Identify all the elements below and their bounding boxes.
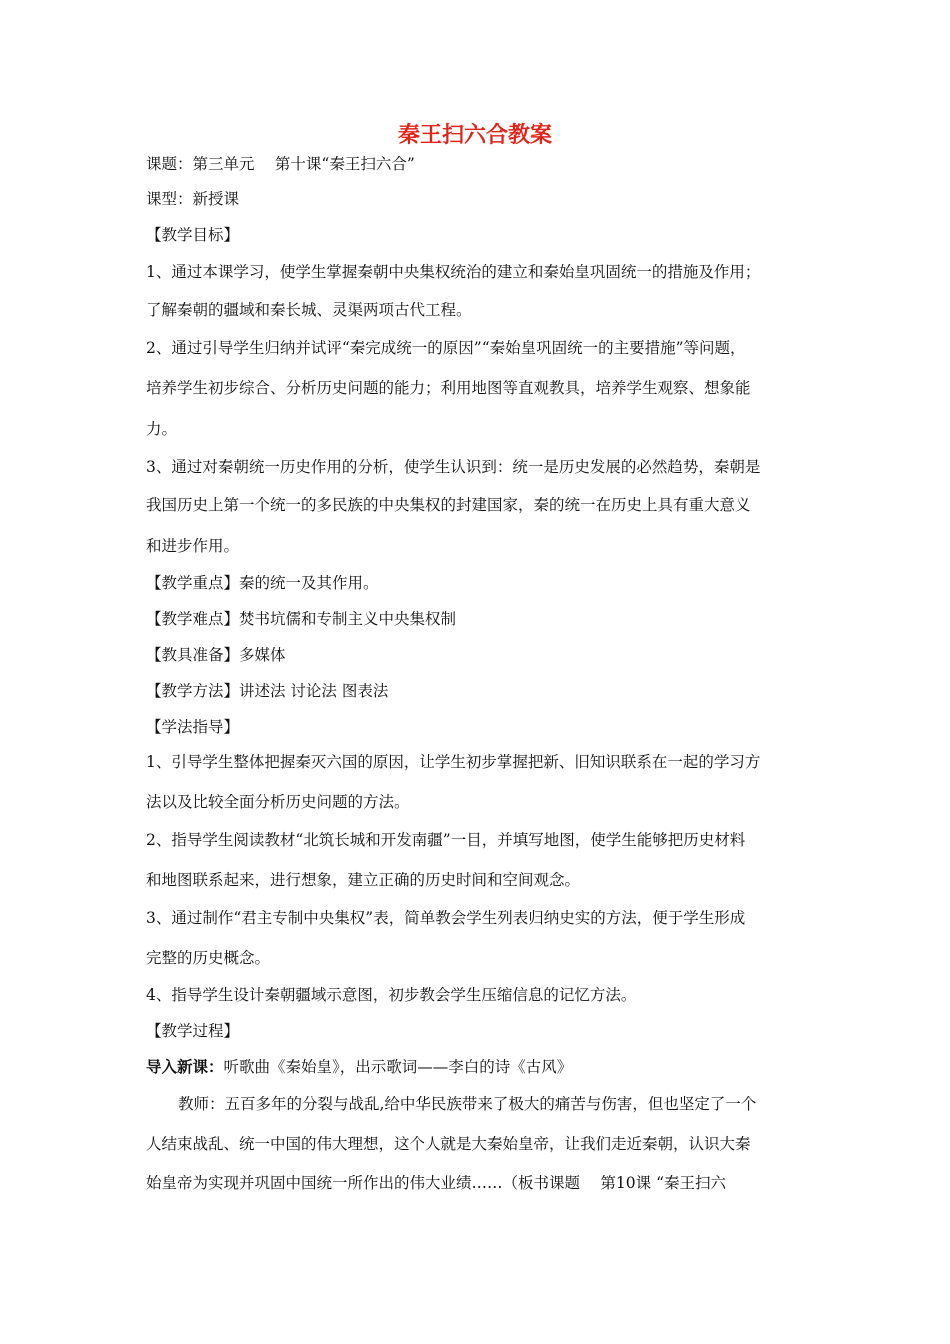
key-point: 【教学重点】秦的统一及其作用。 [146, 574, 379, 592]
teacher-paragraph-line-2: 人结束战乱、统一中国的伟大理想，这个人就是大秦始皇帝，让我们走近秦朝，认识大秦 [146, 1135, 751, 1153]
guidance-2-line-2: 和地图联系起来，进行想象，建立正确的历史时间和空间观念。 [146, 871, 581, 889]
objective-2-line-3: 力。 [146, 420, 178, 438]
section-heading-study-guidance: 【学法指导】 [146, 718, 240, 736]
objective-1-line-2: 了解秦朝的疆域和秦长城、灵渠两项古代工程。 [146, 301, 472, 319]
intro-text: 听歌曲《秦始皇》，出示歌词——李白的诗《古风》 [223, 1058, 573, 1076]
teaching-methods: 【教学方法】讲述法 讨论法 图表法 [146, 682, 389, 700]
guidance-1-line-2: 法以及比较全面分析历史问题的方法。 [146, 793, 410, 811]
guidance-1-line-1: 1、引导学生整体把握秦灭六国的原因，让学生初步掌握把新、旧知识联系在一起的学习方 [146, 753, 761, 771]
objective-3-line-1: 3、通过对秦朝统一历史作用的分析，使学生认识到：统一是历史发展的必然趋势，秦朝是 [146, 458, 761, 476]
objective-1-line-1: 1、通过本课学习，使学生掌握秦朝中央集权统治的建立和秦始皇巩固统一的措施及作用； [146, 263, 761, 281]
objective-2-line-1: 2、通过引导学生归纳并试评“秦完成统一的原因”“秦始皇巩固统一的主要措施”等问题， [146, 339, 746, 357]
lesson-type: 课型：新授课 [146, 190, 240, 208]
document-title: 秦王扫六合教案 [397, 123, 552, 148]
lesson-topic: 课题：第三单元 第十课“秦王扫六合” [146, 155, 415, 173]
guidance-2-line-1: 2、指导学生阅读教材“北筑长城和开发南疆”一目，并填写地图，使学生能够把历史材料 [146, 831, 746, 849]
intro-line [146, 1056, 572, 1078]
intro-label: 导入新课： [146, 1058, 224, 1076]
teacher-paragraph-line-3: 始皇帝为实现并巩固中国统一所作出的伟大业绩……（板书课题 第10课 “秦王扫六 [146, 1174, 727, 1192]
guidance-3-line-2: 完整的历史概念。 [146, 949, 271, 967]
section-heading-objectives: 【教学目标】 [146, 226, 240, 244]
objective-3-line-2: 我国历史上第一个统一的多民族的中央集权的封建国家，秦的统一在历史上具有重大意义 [146, 496, 751, 514]
guidance-4: 4、指导学生设计秦朝疆域示意图，初步教会学生压缩信息的记忆方法。 [146, 986, 637, 1004]
objective-2-line-2: 培养学生初步综合、分析历史问题的能力；利用地图等直观教具，培养学生观察、想象能 [146, 379, 751, 397]
guidance-3-line-1: 3、通过制作“君主专制中央集权”表，简单教会学生列表归纳史实的方法，便于学生形成 [146, 909, 746, 927]
teaching-aids: 【教具准备】多媒体 [146, 646, 286, 664]
objective-3-line-3: 和进步作用。 [146, 537, 240, 555]
difficult-point: 【教学难点】焚书坑儒和专制主义中央集权制 [146, 610, 457, 628]
section-heading-teaching-process: 【教学过程】 [146, 1022, 240, 1040]
teacher-paragraph-line-1: 教师：五百多年的分裂与战乱,给中华民族带来了极大的痛苦与伤害，但也坚定了一个 [178, 1095, 757, 1113]
